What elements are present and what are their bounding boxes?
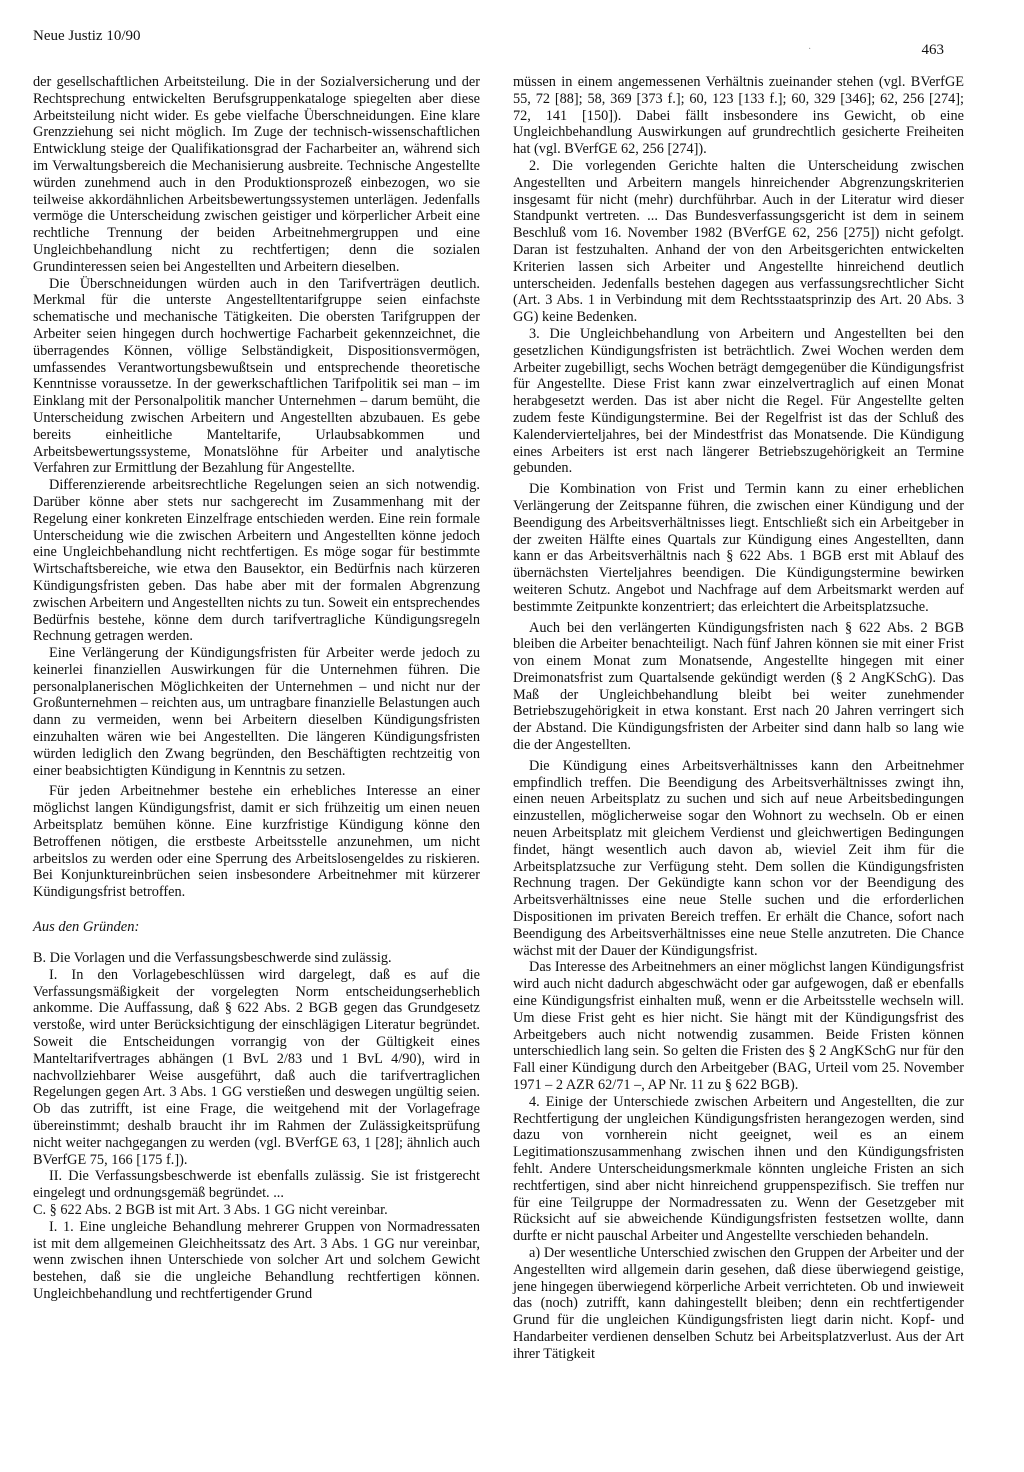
left-paragraph-8: II. Die Verfassungsbeschwerde ist ebenfalls zulässig. Sie ist fristgerecht eingelegt und ordnungsgemäß begründet. ...: [33, 1168, 480, 1202]
left-paragraph-4: Eine Verlängerung der Kündigungsfristen für Arbeiter werde jedoch zu keinerlei finanziellen Auswirkungen für die Unternehmen führen. Die personalplanerischen Möglichkeiten der Unternehmen – und nicht nur der Großunternehmen – reichten aus, um untragbare finanzielle Belastungen auch dann zu vermeiden, wenn bei Arbeitern dieselben Kündigungsfristen einzuhalten wären wie bei Angestellten. Die längeren Kündigungsfristen würden lediglich den Zwang begründen, den Beschäftigten rechtzeitig von einer beabsichtigten Kündigung in Kenntnis zu setzen.: [33, 645, 480, 779]
left-paragraph-5: Für jeden Arbeitnehmer bestehe ein erhebliches Interesse an einer möglichst langen Kündigungsfrist, damit er sich frühzeitig um einen neuen Arbeitsplatz bemühen könne. Eine kurzfristige Kündigung könne den Betroffenen nötigen, die erstbeste Arbeitsstelle anzunehmen, um nicht arbeitslos zu werden oder eine Sperrung des Arbeitslosengeldes zu riskieren. Bei Konjunktureinbrüchen seien insbesondere Arbeitnehmer mit kürzerer Kündigungsfrist betroffen.: [33, 783, 480, 901]
right-paragraph-3: 3. Die Ungleichbehandlung von Arbeitern und Angestellten bei den gesetzlichen Kündigungsfristen ist beträchtlich. Zwei Wochen werden dem Arbeiter zugebilligt, sechs Wochen beträgt demgegenüber die Kündigungsfrist für Angestellte. Diese Frist kann zwar einzelvertraglich auf einen Monat herabgesetzt werden. Das ist aber nicht die Regel. Für Angestellte gelten zudem feste Kündigungstermine. Bei der Regelfrist ist das der Schluß des Kalendervierteljahres, bei der Mindestfrist das Monatsende. Die Kündigung eines Arbeiters ist erst nach längerer Betriebszugehörigkeit an Termine gebunden.: [513, 325, 964, 477]
right-column: [513, 74, 964, 1363]
journal-title: Neue Justiz 10/90: [33, 28, 141, 44]
page-number: 463: [921, 42, 944, 58]
right-paragraph-2: 2. Die vorlegenden Gerichte halten die Unterscheidung zwischen Angestellten und Arbeitern mangels hinreichender Abgrenzungskriterien insgesamt für nicht (mehr) durchführbar. Auch in der Literatur wird dieser Standpunkt vertreten. ... Das Bundesverfassungsgericht ist dem in seinem Beschluß vom 16. November 1982 (BVerfGE 62, 256 [275]) nicht gefolgt. Daran ist festzuhalten. Anhand der von den Arbeitsgerichten entwickelten Kriterien lassen sich Arbeiter und Angestellte hinreichend deutlich unterscheiden. Jedenfalls bestehen dagegen aus verfassungsrechtlicher Sicht (Art. 3 Abs. 1 in Verbindung mit dem Rechtsstaatsprinzip des Art. 20 Abs. 3 GG) keine Bedenken.: [513, 157, 964, 326]
left-paragraph-3: Differenzierende arbeitsrechtliche Regelungen seien an sich notwendig. Darüber könne aber stets nur sachgerecht im Zusammenhang mit der Regelung einer konkreten Einzelfrage entschieden werden. Eine rein formale Unterscheidung wie die zwischen Arbeitern und Angestellten könne jedoch eine Ungleichbehandlung nicht rechtfertigen. Es möge sogar für bestimmte Wirtschaftsbereiche, wie etwa den Bausektor, ein Bedürfnis nach kürzeren Kündigungsfristen geben. Das habe aber mit der formalen Abgrenzung zwischen Arbeitern und Angestellten nichts zu tun. Soweit ein entsprechendes Bedürfnis bestehe, könne dem durch tarifvertragliche Kündigungsregeln Rechnung getragen werden.: [33, 477, 480, 645]
right-paragraph-1: müssen in einem angemessenen Verhältnis zueinander stehen (vgl. BVerfGE 55, 72 [88]; 58, 369 [373 f.]; 60, 123 [133 f.]; 60, 329 [346]; 62, 256 [274]; 72, 141 [150]). Dabei fällt insbesondere ins Gewicht, ob eine Ungleichbehandlung Auswirkungen auf grundrechtlich gesicherte Freiheiten hat (vgl. BVerfGE 62, 256 [274]).: [513, 74, 964, 158]
right-paragraph-8: 4. Einige der Unterschiede zwischen Arbeitern und Angestellten, die zur Rechtfertigung der ungleichen Kündigungsfristen herangezogen werden, sind dazu von vornherein nicht geeignet, weil es an einem Legitimationszusammenhang zwischen ihnen und den Kündigungsfristen fehlt. Andere Unterscheidungsmerkmale könnten ungleiche Fristen an sich rechtfertigen, sind aber nicht hinreichend gruppenspezifisch. Sie treffen nur für eine Teilgruppe der Normadressaten zu. Wenn der Gesetzgeber mit Rücksicht auf sie abweichende Kündigungsfristen festsetzen wollte, dann durfte er nicht pauschal Arbeiter und Angestellte verschieden behandeln.: [513, 1093, 964, 1245]
right-paragraph-7: Das Interesse des Arbeitnehmers an einer möglichst langen Kündigungsfrist wird auch nicht dadurch abgeschwächt oder gar aufgewogen, daß er ebenfalls eine Kündigungsfrist einhalten muß, wenn er die Arbeitsstelle wechseln will. Um diese Frist geht es hier nicht. Sie hängt mit der Kündigungsfrist des Arbeitgebers auch nicht notwendig zusammen. Beide Fristen können unterschiedlich lang sein. So gelten die Fristen des § 2 AngKSchG nur für den Fall einer Kündigung durch den Arbeitgeber (BAG, Urteil vom 25. November 1971 – 2 AZR 62/71 –, AP Nr. 11 zu § 622 BGB).: [513, 959, 964, 1094]
left-paragraph-2: Die Überschneidungen würden auch in den Tarifverträgen deutlich. Merkmal für die unterste Angestelltentarifgruppe seien einfachste schematische und mechanische Tätigkeiten. Die obersten Tarifgruppen der Arbeiter seien hingegen durch hochwertige Facharbeit gekennzeichnet, die überragendes Können, völlige Selbständigkeit, Dispositionsvermögen, umfassendes Verantwortungsbewußtsein und entsprechende theoretische Kenntnisse voraussetze. In der gewerkschaftlichen Tarifpolitik sei man – im Einklang mit der Personalpolitik mancher Unternehmen – darum bemüht, die Unterscheidung zwischen Arbeitern und Angestellten abzubauen. Es gebe bereits einheitliche Manteltarife, Urlaubsabkommen und Arbeitsbewertungssysteme, Monatslöhne für Arbeiter und analytische Verfahren zur Ermittlung der Bezahlung für Angestellte.: [33, 275, 480, 477]
left-paragraph-9: C. § 622 Abs. 2 BGB ist mit Art. 3 Abs. 1 GG nicht vereinbar.: [33, 1202, 388, 1218]
section-heading: Aus den Gründen:: [33, 919, 140, 936]
right-paragraph-6: Die Kündigung eines Arbeitsverhältnisses kann den Arbeitnehmer empfindlich treffen. Die Beendigung des Arbeitsverhältnisses zwingt ihn, einen neuen Arbeitsplatz zu suchen und sich auf neue Arbeitsbedingungen einzustellen, möglicherweise sogar den Wohnort zu wechseln. Ob er einen neuen Arbeitsplatz mit gleichem Verdienst und gleichwertigen Bedingungen findet, hängt wesentlich auch davon ab, wieviel Zeit ihm für die Arbeitsplatzsuche zur Verfügung steht. Dem sollen die Kündigungsfristen Rechnung tragen. Der Gekündigte kann schon vor der Beendigung des Arbeitsverhältnisses eine neue Stelle suchen und die erforderlichen Dispositionen im privaten Bereich treffen. Er erhält die Chance, sofort nach Beendigung des Arbeitsverhältnisses eine neue Stelle anzutreten. Die Chance wächst mit der Dauer der Kündigungsfrist.: [513, 757, 964, 959]
two-column-body: [33, 74, 964, 1363]
left-paragraph-7: I. In den Vorlagebeschlüssen wird dargelegt, daß es auf die Verfassungsmäßigkeit der vorgelegten Norm entscheidungserheblich ankomme. Die Auffassung, daß § 622 Abs. 2 BGB gegen das Grundgesetz verstoße, wird unter Berücksichtigung der einschlägigen Literatur begründet. Soweit die Entscheidungen vorrangig von der Gültigkeit eines Manteltarifvertrages abhängen (1 BvL 2/83 und 1 BvL 4/90), wird in nachvollziehbarer Weise ausgeführt, daß auch die tarifvertraglichen Regelungen gegen Art. 3 Abs. 1 GG verstießen und deswegen ungültig seien. Ob das zutrifft, ist eine Frage, die weitgehend mit der Vorlagefrage übereinstimmt; deshalb braucht ihr im Rahmen der Zulässigkeitsprüfung nicht weiter nachgegangen zu werden (vgl. BVerfGE 63, 1 [28]; ähnlich auch BVerfGE 75, 166 [175 f.]).: [33, 966, 480, 1168]
left-paragraph-6: B. Die Vorlagen und die Verfassungsbeschwerde sind zulässig.: [33, 950, 392, 967]
right-paragraph-5: Auch bei den verlängerten Kündigungsfristen nach § 622 Abs. 2 BGB bleiben die Arbeiter benachteiligt. Nach fünf Jahren können sie mit einer Frist von einem Monat zum Monatsende, Angestellte hingegen mit einer Dreimonatsfrist zum Quartalsende gekündigt werden (§ 2 AngKSchG). Das Maß der Ungleichbehandlung bleibt bei weiter zunehmender Betriebszugehörigkeit in etwa konstant. Erst nach 20 Jahren verringert sich der Abstand. Die Kündigungsfristen der Arbeiter sind dann halb so lang wie die der Angestellten.: [513, 619, 964, 754]
right-paragraph-4: Die Kombination von Frist und Termin kann zu einer erheblichen Verlängerung der Zeitspanne führen, die zwischen einer Kündigung und der Beendigung des Arbeitsverhältnisses liegt. Entschließt sich ein Arbeitgeber in der zweiten Hälfte eines Quartals zur Kündigung eines Angestellten, dann kann er das Arbeitsverhältnis nach § 622 Abs. 1 BGB erst mit Ablauf des übernächsten Vierteljahres beendigen. Die Kündigungstermine bewirken weiteren Schutz. Angebot und Nachfrage auf dem Arbeitsmarkt werden auf bestimmte Zeitpunkte konzentriert; das erleichtert die Arbeitsplatzsuche.: [513, 481, 964, 615]
right-paragraph-9: a) Der wesentliche Unterschied zwischen den Gruppen der Arbeiter und der Angestellten wird allgemein darin gesehen, daß diese überwiegend geistige, jene hingegen überwiegend körperliche Arbeit verrichteten. Ob und inwieweit das (noch) zutrifft, kann dahingestellt bleiben; denn ein rechtfertigender Grund für die ungleichen Kündigungsfristen liegt darin nicht. Kopf- und Handarbeiter verdienen denselben Schutz bei Arbeitsplatzverlust. Aus der Art ihrer Tätigkeit: [513, 1244, 964, 1362]
left-column: [33, 74, 480, 1363]
page-header: [33, 28, 964, 74]
margin-mark: ·: [808, 44, 812, 55]
left-paragraph-10: I. 1. Eine ungleiche Behandlung mehrerer Gruppen von Normadressaten ist mit dem allgemeinen Gleichheitssatz des Art. 3 Abs. 1 GG nur vereinbar, wenn zwischen ihnen Unterschiede von solcher Art und solchem Gewicht bestehen, daß sie die ungleiche Behandlung rechtfertigen können. Ungleichbehandlung und rechtfertigender Grund: [33, 1218, 480, 1302]
left-paragraph-1: der gesellschaftlichen Arbeitsteilung. Die in der Sozialversicherung und der Rechtsprechung entwickelten Berufsgruppenkataloge spiegelten aber diese Arbeitsteilung nicht wider. Es gebe vielfache Überschneidungen. Eine klare Grenzziehung sei nicht möglich. Im Zuge der technisch-wissenschaftlichen Entwicklung steige der Qualifikationsgrad der Facharbeiter an, während sich im Verwaltungsbereich die Mechanisierung ausbreite. Technische Angestellte würden zunehmend auch in den Produktionsprozeß einbezogen, wo sie teilweise akkordähnlichen Arbeitsbewertungssystemen unterlägen. Jedenfalls vermöge die Unterscheidung zwischen geistiger und körperlicher Arbeit eine rechtliche Trennung der beiden Arbeitnehmergruppen und eine Ungleichbehandlung nicht zu rechtfertigen; denn die sozialen Grundinteressen seien bei Angestellten und Arbeitern dieselben.: [33, 74, 480, 275]
